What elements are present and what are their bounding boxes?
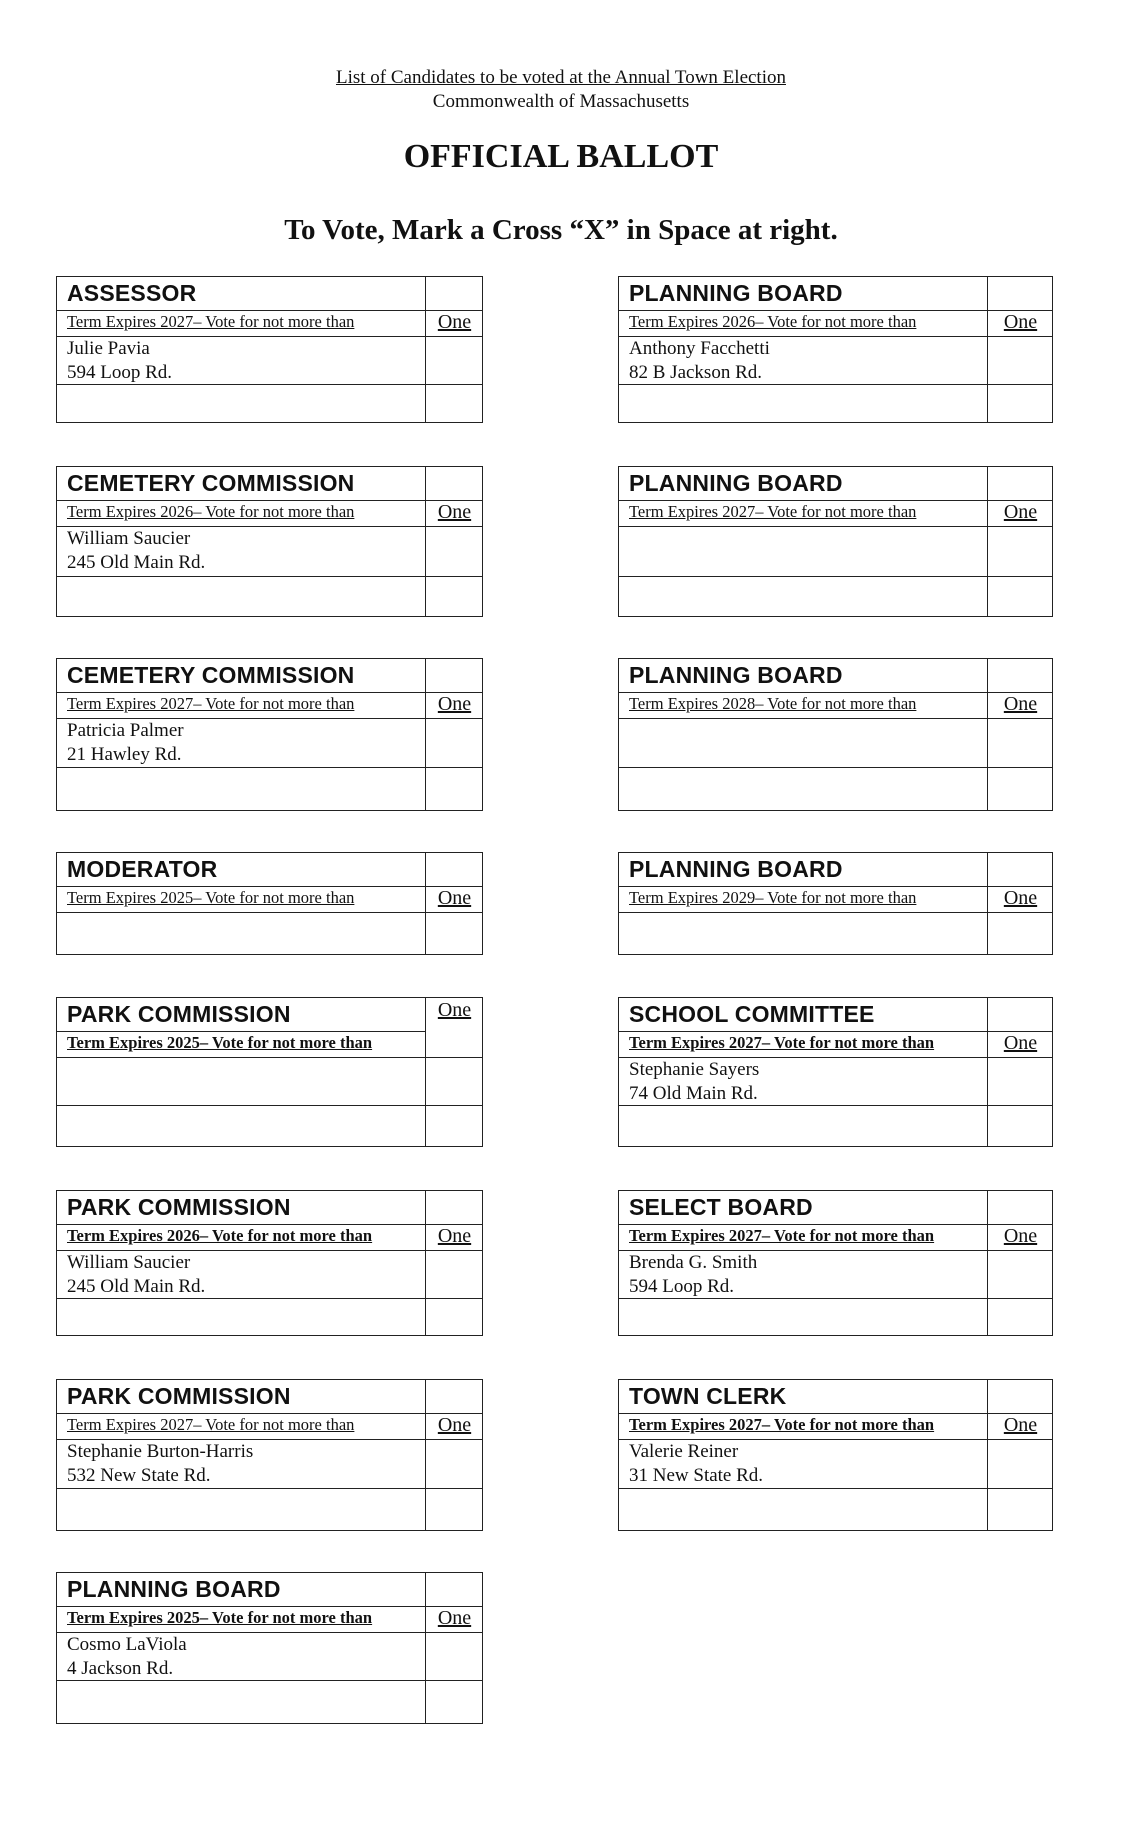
- office-title: MODERATOR: [67, 856, 218, 882]
- term-text: Term Expires 2027– Vote for not more than: [67, 1415, 355, 1434]
- race-assessor: [56, 276, 483, 423]
- office-title: PARK COMMISSION: [67, 1383, 291, 1409]
- candidate-name: Patricia Palmer: [67, 720, 184, 741]
- office-title: PLANNING BOARD: [629, 856, 843, 882]
- page-title: OFFICIAL BALLOT: [403, 138, 719, 175]
- candidate-name: Valerie Reiner: [629, 1441, 739, 1462]
- term-text: Term Expires 2025– Vote for not more than: [67, 1608, 373, 1627]
- candidate-address: 21 Hawley Rd.: [67, 744, 182, 765]
- candidate: [629, 1251, 757, 1299]
- candidate-address: 82 B Jackson Rd.: [629, 362, 762, 383]
- vote-limit: One: [437, 1414, 472, 1436]
- candidate: [67, 1633, 187, 1681]
- candidate-address: 4 Jackson Rd.: [67, 1658, 174, 1679]
- office-title: TOWN CLERK: [629, 1383, 787, 1409]
- term-text: Term Expires 2027– Vote for not more than: [67, 694, 355, 713]
- term-text: Term Expires 2026– Vote for not more than: [67, 1226, 373, 1245]
- race-cemetery-commission-2027: [56, 658, 483, 811]
- race-school-committee: [618, 997, 1053, 1147]
- vote-limit: One: [437, 693, 472, 715]
- vote-limit: One: [437, 311, 472, 333]
- race-planning-board-2025: [56, 1572, 483, 1724]
- office-title: PLANNING BOARD: [629, 662, 843, 688]
- candidate-name: Stephanie Sayers: [629, 1059, 760, 1080]
- candidate-address: 245 Old Main Rd.: [67, 1276, 206, 1297]
- race-park-commission-2027: [56, 1379, 483, 1531]
- candidate-name: William Saucier: [67, 1252, 191, 1273]
- candidate-address: 74 Old Main Rd.: [629, 1083, 758, 1104]
- race-planning-board-2026: [618, 276, 1053, 423]
- candidate-name: Anthony Facchetti: [629, 338, 770, 359]
- vote-limit: One: [1003, 1225, 1038, 1247]
- vote-limit: One: [437, 501, 472, 523]
- race-cemetery-commission-2026: [56, 466, 483, 617]
- office-title: SCHOOL COMMITTEE: [629, 1001, 875, 1027]
- race-park-commission-2025: [56, 997, 483, 1147]
- term-text: Term Expires 2025– Vote for not more than: [67, 1033, 373, 1052]
- candidate-name: Brenda G. Smith: [629, 1252, 758, 1273]
- ballot-list-heading: List of Candidates to be voted at the Annual Town Election: [335, 67, 786, 88]
- vote-limit: One: [1003, 311, 1038, 333]
- office-title: SELECT BOARD: [629, 1194, 813, 1220]
- candidate: [67, 719, 184, 767]
- candidate: [67, 1440, 253, 1488]
- race-planning-board-2027: [618, 466, 1053, 617]
- candidate: [629, 1058, 759, 1106]
- vote-limit: One: [1003, 1032, 1038, 1054]
- office-title: PLANNING BOARD: [629, 470, 843, 496]
- term-text: Term Expires 2028– Vote for not more than: [629, 694, 917, 713]
- candidate-address: 594 Loop Rd.: [67, 362, 173, 383]
- term-text: Term Expires 2029– Vote for not more than: [629, 888, 917, 907]
- race-planning-board-2028: [618, 658, 1053, 811]
- term-text: Term Expires 2027– Vote for not more than: [67, 312, 355, 331]
- ballot-instruction: To Vote, Mark a Cross “X” in Space at right.: [284, 214, 838, 246]
- vote-limit: One: [1003, 693, 1038, 715]
- candidate: [67, 1251, 205, 1299]
- term-text: Term Expires 2027– Vote for not more than: [629, 1226, 935, 1245]
- office-title: PARK COMMISSION: [67, 1194, 291, 1220]
- candidate-name: Stephanie Burton-Harris: [67, 1441, 254, 1462]
- candidate: [67, 337, 172, 385]
- term-text: Term Expires 2027– Vote for not more than: [629, 502, 917, 521]
- candidate-address: 31 New State Rd.: [629, 1465, 764, 1486]
- vote-limit: One: [437, 887, 472, 909]
- vote-limit: One: [437, 1607, 472, 1629]
- office-title: PARK COMMISSION: [67, 1001, 291, 1027]
- candidate-name: Julie Pavia: [67, 338, 150, 359]
- vote-limit: One: [1003, 887, 1038, 909]
- term-text: Term Expires 2025– Vote for not more than: [67, 888, 355, 907]
- race-park-commission-2026: [56, 1190, 483, 1336]
- office-title: CEMETERY COMMISSION: [67, 662, 355, 688]
- candidate-address: 245 Old Main Rd.: [67, 552, 206, 573]
- candidate: [629, 1440, 763, 1488]
- candidate-address: 532 New State Rd.: [67, 1465, 211, 1486]
- race-town-clerk: [618, 1379, 1053, 1531]
- candidate: [629, 337, 770, 385]
- candidate-name: William Saucier: [67, 528, 191, 549]
- race-planning-board-2029: [618, 852, 1053, 955]
- office-title: PLANNING BOARD: [629, 280, 843, 306]
- candidate-address: 594 Loop Rd.: [629, 1276, 735, 1297]
- term-text: Term Expires 2027– Vote for not more than: [629, 1415, 935, 1434]
- race-moderator: [56, 852, 483, 955]
- candidate: [67, 527, 205, 575]
- vote-limit: One: [437, 1225, 472, 1247]
- office-title: PLANNING BOARD: [67, 1576, 281, 1602]
- race-select-board: [618, 1190, 1053, 1336]
- term-text: Term Expires 2026– Vote for not more than: [67, 502, 355, 521]
- ballot-commonwealth: Commonwealth of Massachusetts: [432, 91, 690, 112]
- vote-limit: One: [437, 999, 472, 1021]
- term-text: Term Expires 2027– Vote for not more than: [629, 1033, 935, 1052]
- office-title: ASSESSOR: [67, 280, 197, 306]
- candidate-name: Cosmo LaViola: [67, 1634, 187, 1655]
- vote-limit: One: [1003, 1414, 1038, 1436]
- term-text: Term Expires 2026– Vote for not more than: [629, 312, 917, 331]
- vote-limit: One: [1003, 501, 1038, 523]
- office-title: CEMETERY COMMISSION: [67, 470, 355, 496]
